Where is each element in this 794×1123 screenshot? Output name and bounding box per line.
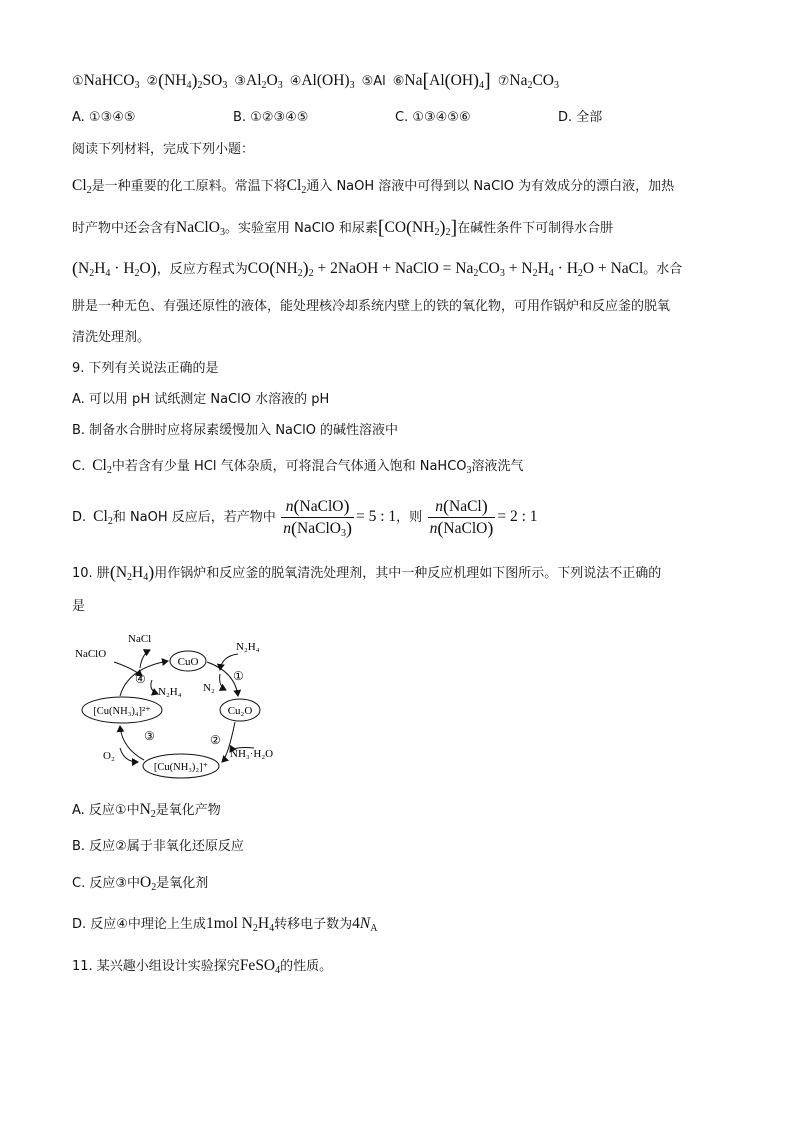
naclo-label: NaClO bbox=[75, 648, 107, 660]
q10-stem-line-1: 10. 肼$(N_2H_4)$用作锅炉和反应釜的脱氧清洗处理剂，其中一种反应机理如下图所示。下列说法不正确的 bbox=[72, 562, 662, 583]
arrow-n2h4-in bbox=[220, 654, 238, 670]
q9-option-d: D. $Cl_2$和 NaOH 反应后，若产物中 $\frac{\text{n(NaClO)}}{n(NaClO_3)}$ = 5 : 1，则 $\frac{\text{n(NaCl)}}{\text{n(NaClO)}}$ = 2 : 1 bbox=[72, 496, 538, 540]
q9-option-a: A. 可以用 pH 试纸测定 NaClO 水溶液的 pH bbox=[72, 392, 330, 407]
step-3-marker: ③ bbox=[144, 729, 155, 743]
arrow-o2-in bbox=[120, 748, 138, 762]
nacl-label: NaCl bbox=[128, 633, 152, 645]
n2-label: N₂ bbox=[203, 682, 215, 694]
q10-option-a: A. 反应①中$N_2$是氧化产物 bbox=[72, 801, 221, 820]
n2h4-reactant-label: N₂H₄ bbox=[236, 641, 260, 653]
cu-nh3-4-label: [Cu(NH₃)₄]²⁺ bbox=[93, 706, 151, 717]
nh3-h2o-label: NH₃·H₂O bbox=[230, 748, 274, 760]
material-intro: 阅读下列材料，完成下列小题： bbox=[72, 142, 255, 157]
arrow-nacl-out bbox=[140, 650, 150, 668]
q10-stem-line-2: 是 bbox=[72, 599, 86, 614]
ratio-naclo-naclo3: $\frac{\text{n(NaClO)}}{n(NaClO_3)}$ bbox=[283, 496, 352, 540]
q10-option-c: C. 反应③中$O_2$是氧化剂 bbox=[72, 874, 209, 893]
q8-option-a: A. ①③④⑤ bbox=[72, 110, 136, 125]
q9-option-b: B. 制备水合肼时应将尿素缓慢加入 NaClO 的碱性溶液中 bbox=[72, 423, 399, 438]
q9-stem: 9. 下列有关说法正确的是 bbox=[72, 361, 219, 376]
q10-option-b: B. 反应②属于非氧化还原反应 bbox=[72, 839, 244, 854]
o2-label: O₂ bbox=[103, 750, 115, 762]
q8-option-d: D. 全部 bbox=[558, 110, 603, 125]
q8-items: ①NaHCO$_3$ $②(NH_4)_2SO_3$ $③Al_2O_3$ $④Al(OH)_3$ ⑤Al $⑥Na[Al(OH)_4]$ $⑦Na_2CO_3$ bbox=[72, 70, 559, 92]
material-line-3: $(N_2H_4 \cdot H_2O)$，反应方程式为$CO(NH_2)_2$ + 2NaOH + NaClO = $Na_2CO_3 + N_2H_4 \cdot H_2O$ + NaCl。水合 bbox=[72, 258, 683, 279]
n2h4-product-label: N₂H₄ bbox=[158, 686, 182, 698]
q10-option-d: D. 反应④中理论上生成1mol $N_2H_4$转移电子数为$4N_A$ bbox=[72, 915, 378, 934]
cu-nh3-2-label: [Cu(NH₃)₂]⁺ bbox=[153, 762, 209, 773]
material-line-1: $Cl_2$是一种重要的化工原料。常温下将$Cl_2$通入 NaOH 溶液中可得到以 NaClO 为有效成分的漂白液，加热 bbox=[72, 177, 675, 196]
reaction-cycle-diagram bbox=[70, 628, 300, 788]
cu2o-label: Cu₂O bbox=[227, 705, 253, 717]
q8-option-b: B. ①②③④⑤ bbox=[233, 110, 309, 125]
material-line-5: 清洗处理剂。 bbox=[72, 330, 151, 345]
ratio-nacl-naclo: $\frac{\text{n(NaCl)}}{\text{n(NaClO)}}$ bbox=[429, 496, 494, 539]
arrow-n2h4-out bbox=[151, 680, 158, 694]
cuo-label: CuO bbox=[177, 656, 199, 668]
material-line-4: 肼是一种无色、有强还原性的液体，能处理核冷却系统内壁上的铁的氧化物，可用作锅炉和反应釜的脱氧 bbox=[72, 299, 671, 314]
step-4-marker: ④ bbox=[135, 672, 146, 686]
q9-option-c: C. $Cl_2$中若含有少量 HCl 气体杂质，可将混合气体通入饱和 NaHCO$_3$溶液洗气 bbox=[72, 457, 524, 476]
material-line-2: 时产物中还会含有NaClO$_3$。实验室用 NaClO 和尿素$[CO(NH_2)_2]$在碱性条件下可制得水合肼 bbox=[72, 217, 614, 239]
step-1-marker: ① bbox=[233, 669, 244, 683]
arrow-n2-out bbox=[220, 674, 226, 690]
step-2-marker: ② bbox=[210, 733, 221, 747]
q11-stem: 11. 某兴趣小组设计实验探究FeSO$_4$的性质。 bbox=[72, 957, 333, 976]
q8-option-c: C. ①③④⑤⑥ bbox=[395, 110, 471, 125]
